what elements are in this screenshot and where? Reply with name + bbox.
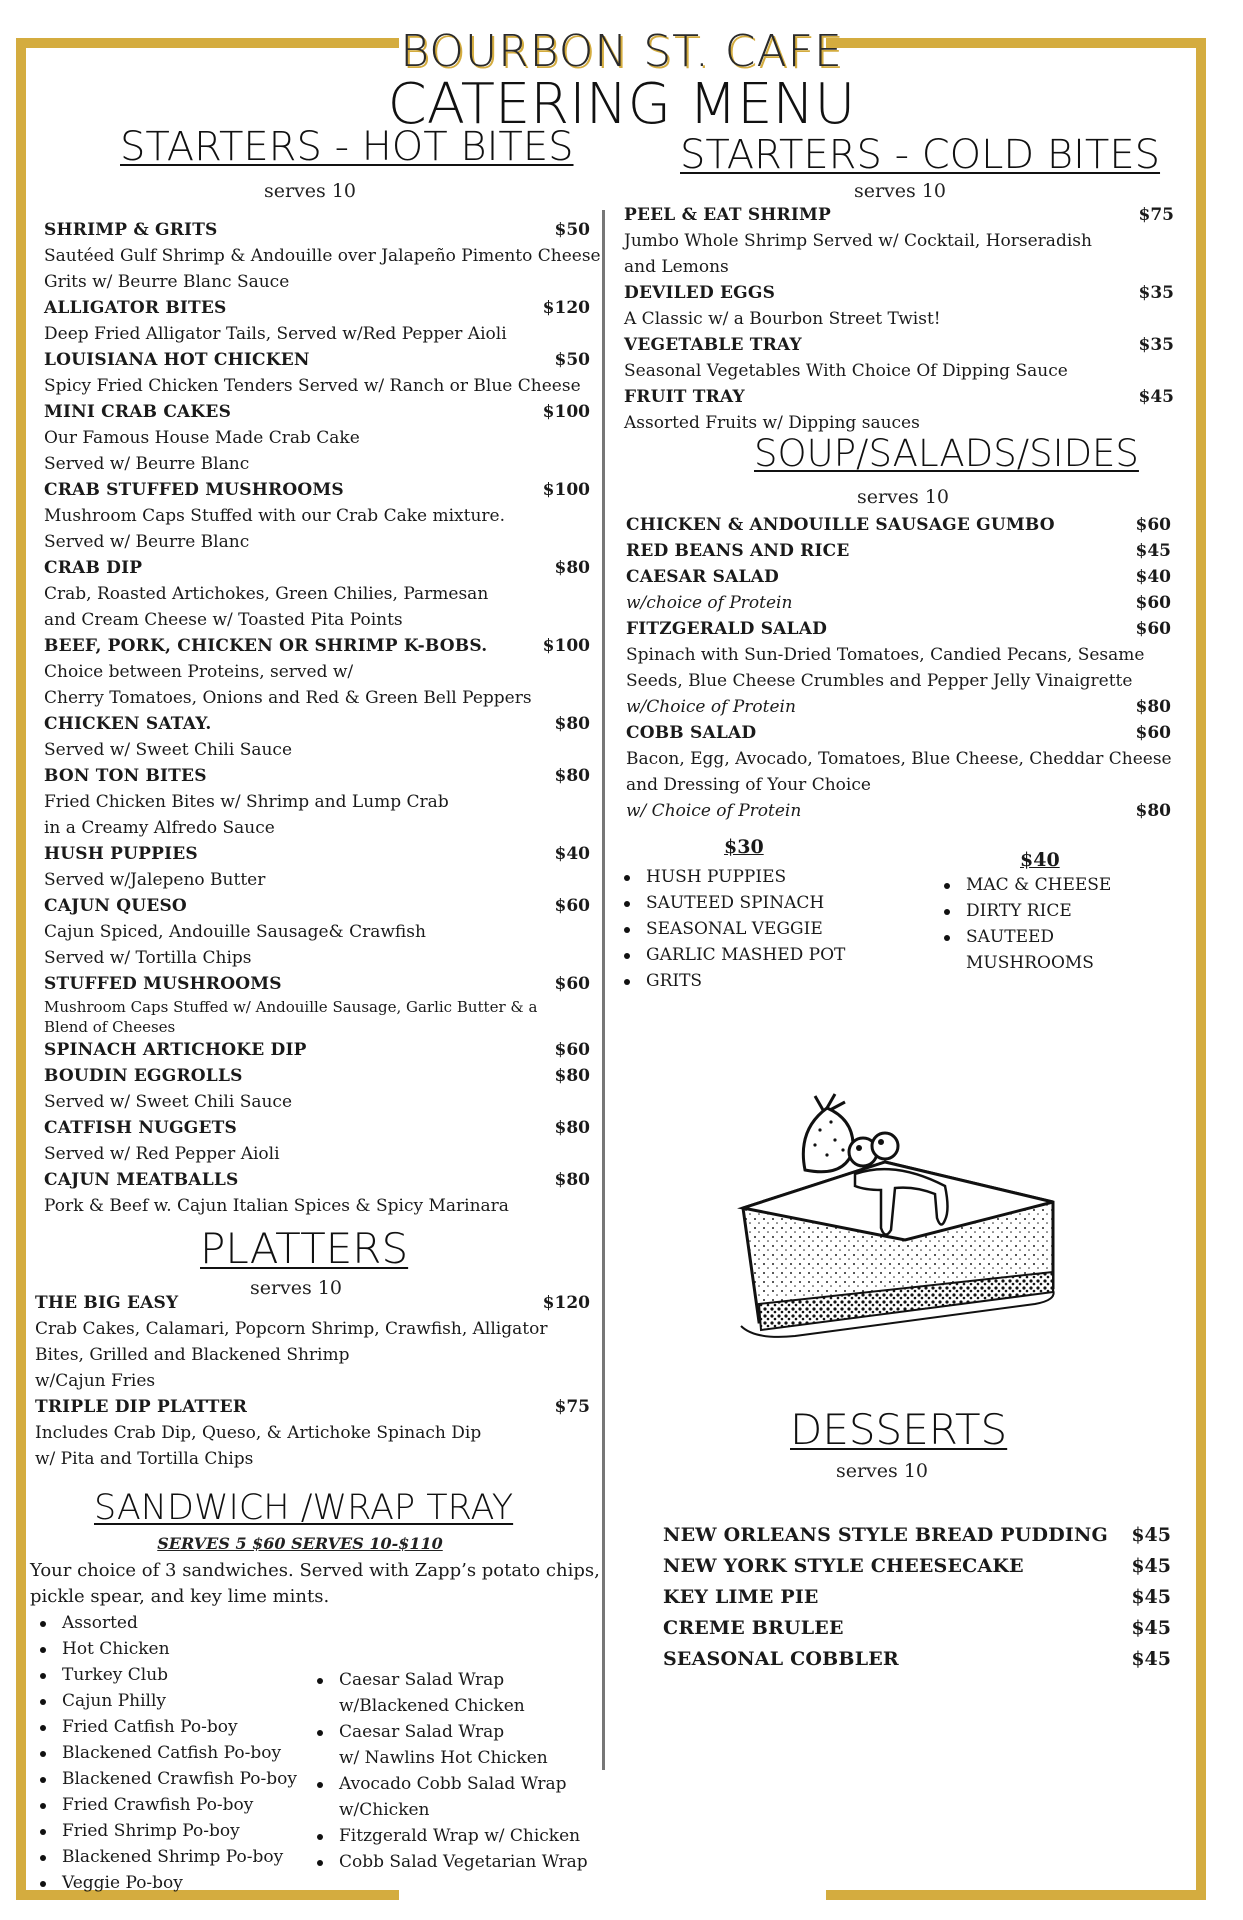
wrap-item: Avocado Cobb Salad Wrap <box>309 1771 588 1797</box>
sandwich-item: Blackened Catfish Po-boy <box>32 1740 297 1766</box>
soups-list <box>626 512 1171 824</box>
soups-row-price: $80 <box>1135 697 1171 717</box>
cold-bites-item-row <box>624 384 1174 410</box>
soups-row-price: $60 <box>1135 619 1171 639</box>
sandwich-item: Hot Chicken <box>32 1636 297 1662</box>
hot-bites-item-price: $50 <box>554 350 590 370</box>
hot-bites-item-desc: Served w/ Sweet Chili Sauce <box>44 740 293 760</box>
soups-row-text: w/ Choice of Protein <box>626 801 802 821</box>
hot-bites-item-price: $120 <box>542 298 590 318</box>
hot-bites-item-price: $80 <box>554 1066 590 1086</box>
cold-bites-list <box>624 202 1174 436</box>
column-divider <box>602 210 605 1770</box>
sandwich-item: Fried Shrimp Po-boy <box>32 1818 297 1844</box>
cold-bites-item-desc: Seasonal Vegetables With Choice Of Dipping Sauce <box>624 361 1068 381</box>
cold-bites-item-price: $45 <box>1138 387 1174 407</box>
wrap-list <box>309 1667 588 1875</box>
platters-item-row <box>35 1290 590 1316</box>
hot-bites-item-price: $60 <box>554 1040 590 1060</box>
hot-bites-item-row <box>44 841 590 867</box>
hot-bites-item-row <box>44 763 590 789</box>
hot-bites-item-desc: Served w/ Sweet Chili Sauce <box>44 1092 293 1112</box>
dessert-item-name: NEW YORK STYLE CHEESECAKE <box>663 1555 1024 1577</box>
soups-row <box>626 746 1171 772</box>
hot-bites-item-price: $50 <box>554 220 590 240</box>
hot-bites-item-row <box>44 295 590 321</box>
hot-bites-item-row <box>44 1037 590 1063</box>
soups-row <box>626 590 1171 616</box>
hot-bites-item-price: $80 <box>554 558 590 578</box>
sandwich-item: Turkey Club <box>32 1662 297 1688</box>
hot-bites-item-name: BEEF, PORK, CHICKEN OR SHRIMP K-BOBS. <box>44 636 488 656</box>
hot-bites-item-desc: Served w/ Beurre Blanc <box>44 532 250 552</box>
cold-bites-item-desc: Assorted Fruits w/ Dipping sauces <box>624 413 920 433</box>
hot-bites-item-row <box>44 347 590 373</box>
soups-row-text: w/Choice of Protein <box>626 697 796 717</box>
hot-bites-item-price: $40 <box>554 844 590 864</box>
dessert-item-name: SEASONAL COBBLER <box>663 1648 899 1670</box>
dessert-item-price: $45 <box>1131 1586 1171 1608</box>
hot-bites-item-price: $60 <box>554 974 590 994</box>
soups-row <box>626 538 1171 564</box>
desserts-serves: serves 10 <box>835 1460 929 1482</box>
sandwich-item: Blackened Shrimp Po-boy <box>32 1844 297 1870</box>
soups-row <box>626 642 1171 668</box>
hot-bites-item-desc: Served w/ Red Pepper Aioli <box>44 1144 280 1164</box>
soups-row <box>626 564 1171 590</box>
soups-row-text: Bacon, Egg, Avocado, Tomatoes, Blue Cheese, Cheddar Cheese <box>626 749 1172 769</box>
platters-item-desc: Includes Crab Dip, Queso, & Artichoke Spinach Dip <box>35 1423 482 1443</box>
platters-item-desc: w/Cajun Fries <box>35 1371 156 1391</box>
soups-row <box>626 772 1171 798</box>
hot-bites-list <box>44 217 601 1219</box>
hot-bites-item-desc: Cajun Spiced, Andouille Sausage& Crawfish <box>44 922 426 942</box>
sandwich-item: Blackened Crawfish Po-boy <box>32 1766 297 1792</box>
soups-row <box>626 694 1171 720</box>
wrap-item: Cobb Salad Vegetarian Wrap <box>309 1849 588 1875</box>
hot-bites-item-row <box>44 711 590 737</box>
cold-bites-item-name: DEVILED EGGS <box>624 283 776 303</box>
soups-row <box>626 512 1171 538</box>
hot-bites-item-desc: Sautéed Gulf Shrimp & Andouille over Jalapeño Pimento Cheese <box>44 246 601 266</box>
hot-bites-item-price: $100 <box>542 480 590 500</box>
side-item: MUSHROOMS <box>966 953 1094 973</box>
platters-item-desc: Bites, Grilled and Blackened Shrimp <box>35 1345 350 1365</box>
wrap-item: Fitzgerald Wrap w/ Chicken <box>309 1823 588 1849</box>
platters-item-price: $120 <box>542 1293 590 1313</box>
cold-bites-item-price: $75 <box>1138 205 1174 225</box>
platters-item-row <box>35 1394 590 1420</box>
soups-row-price: $45 <box>1135 541 1171 561</box>
brand-name: BOURBON ST. CAFE <box>400 26 843 77</box>
section-title-hot-bites: STARTERS - HOT BITES <box>120 124 574 170</box>
hot-bites-item-desc: Served w/Jalepeno Butter <box>44 870 266 890</box>
side-item: SEASONAL VEGGIE <box>616 916 845 942</box>
sides-price-40: $40 <box>1020 849 1060 871</box>
hot-bites-item-name: SHRIMP & GRITS <box>44 220 218 240</box>
soups-row-text: and Dressing of Your Choice <box>626 775 871 795</box>
hot-bites-serves: serves 10 <box>263 180 357 202</box>
cold-bites-serves: serves 10 <box>853 180 947 202</box>
hot-bites-item-desc: Crab, Roasted Artichokes, Green Chilies, Parmesan <box>44 584 489 604</box>
cold-bites-item-name: VEGETABLE TRAY <box>624 335 802 355</box>
cold-bites-item-name: FRUIT TRAY <box>624 387 745 407</box>
cold-bites-item-price: $35 <box>1138 335 1174 355</box>
dessert-item-name: KEY LIME PIE <box>663 1586 819 1608</box>
soups-row <box>626 616 1171 642</box>
dessert-item-row <box>663 1551 1171 1582</box>
hot-bites-item-desc: Pork & Beef w. Cajun Italian Spices & Spicy Marinara <box>44 1196 509 1216</box>
hot-bites-item-desc: Blend of Cheeses <box>44 1018 176 1036</box>
hot-bites-item-name: STUFFED MUSHROOMS <box>44 974 282 994</box>
sides-price-30: $30 <box>724 836 764 858</box>
side-item: SAUTEED SPINACH <box>616 890 845 916</box>
menu-title: CATERING MENU <box>387 72 856 137</box>
cold-bites-item-desc: A Classic w/ a Bourbon Street Twist! <box>624 309 941 329</box>
section-title-cold-bites: STARTERS - COLD BITES <box>680 132 1161 178</box>
hot-bites-item-name: CRAB DIP <box>44 558 143 578</box>
soups-row <box>626 720 1171 746</box>
hot-bites-item-name: CATFISH NUGGETS <box>44 1118 238 1138</box>
hot-bites-item-price: $80 <box>554 1170 590 1190</box>
hot-bites-item-desc: in a Creamy Alfredo Sauce <box>44 818 275 838</box>
soups-serves: serves 10 <box>856 486 950 508</box>
hot-bites-item-price: $100 <box>542 402 590 422</box>
soups-row-text: CHICKEN & ANDOUILLE SAUSAGE GUMBO <box>626 515 1055 535</box>
section-title-platters: PLATTERS <box>200 1224 409 1273</box>
hot-bites-item-desc: Mushroom Caps Stuffed w/ Andouille Sausage, Garlic Butter & a <box>44 998 538 1016</box>
side-item: SAUTEED <box>936 924 1111 950</box>
soups-row-text: RED BEANS AND RICE <box>626 541 850 561</box>
hot-bites-item-desc: Served w/ Tortilla Chips <box>44 948 252 968</box>
soups-row-price: $80 <box>1135 801 1171 821</box>
frame-bottom-right <box>826 1890 1206 1900</box>
hot-bites-item-price: $80 <box>554 1118 590 1138</box>
soups-row-text: Seeds, Blue Cheese Crumbles and Pepper Jelly Vinaigrette <box>626 671 1133 691</box>
hot-bites-item-desc: Fried Chicken Bites w/ Shrimp and Lump Crab <box>44 792 449 812</box>
cold-bites-item-row <box>624 280 1174 306</box>
hot-bites-item-name: HUSH PUPPIES <box>44 844 198 864</box>
platters-item-desc: Crab Cakes, Calamari, Popcorn Shrimp, Crawfish, Alligator <box>35 1319 548 1339</box>
hot-bites-item-price: $80 <box>554 714 590 734</box>
hot-bites-item-name: CRAB STUFFED MUSHROOMS <box>44 480 344 500</box>
dessert-item-row <box>663 1613 1171 1644</box>
hot-bites-item-desc: Deep Fried Alligator Tails, Served w/Red Pepper Aioli <box>44 324 507 344</box>
cold-bites-item-price: $35 <box>1138 283 1174 303</box>
section-title-soups: SOUP/SALADS/SIDES <box>754 432 1139 475</box>
hot-bites-item-name: MINI CRAB CAKES <box>44 402 232 422</box>
platters-item-desc: w/ Pita and Tortilla Chips <box>35 1449 254 1469</box>
hot-bites-item-name: SPINACH ARTICHOKE DIP <box>44 1040 307 1060</box>
dessert-item-price: $45 <box>1131 1648 1171 1670</box>
frame-right <box>1196 38 1206 1900</box>
dessert-item-price: $45 <box>1131 1524 1171 1546</box>
hot-bites-item-name: CHICKEN SATAY. <box>44 714 212 734</box>
dessert-item-price: $45 <box>1131 1617 1171 1639</box>
side-item: MAC & CHEESE <box>936 872 1111 898</box>
side-item: GARLIC MASHED POT <box>616 942 845 968</box>
platters-serves: serves 10 <box>249 1277 343 1299</box>
wrap-item: w/ Nawlins Hot Chicken <box>339 1748 548 1768</box>
hot-bites-item-row <box>44 1167 590 1193</box>
section-title-sandwich: SANDWICH /WRAP TRAY <box>94 1488 514 1528</box>
sandwich-serves: SERVES 5 $60 SERVES 10-$110 <box>157 1534 443 1553</box>
sandwich-item: Veggie Po-boy <box>32 1870 297 1896</box>
soups-row-price: $60 <box>1135 723 1171 743</box>
hot-bites-item-name: ALLIGATOR BITES <box>44 298 227 318</box>
hot-bites-item-price: $80 <box>554 766 590 786</box>
platters-item-name: TRIPLE DIP PLATTER <box>35 1397 248 1417</box>
soups-row-text: FITZGERALD SALAD <box>626 619 828 639</box>
dessert-item-price: $45 <box>1131 1555 1171 1577</box>
hot-bites-item-row <box>44 633 590 659</box>
cold-bites-item-row <box>624 332 1174 358</box>
cold-bites-item-row <box>624 202 1174 228</box>
soups-row-price: $60 <box>1135 593 1171 613</box>
desserts-list <box>663 1520 1171 1675</box>
dessert-item-row <box>663 1644 1171 1675</box>
soups-row-text: w/choice of Protein <box>626 593 793 613</box>
cheesecake-illustration <box>735 1090 1065 1350</box>
cold-bites-item-desc: and Lemons <box>624 257 729 277</box>
soups-row-text: Spinach with Sun-Dried Tomatoes, Candied Pecans, Sesame <box>626 645 1145 665</box>
wrap-item: Caesar Salad Wrap <box>309 1719 588 1745</box>
hot-bites-item-desc: Cherry Tomatoes, Onions and Red & Green Bell Peppers <box>44 688 532 708</box>
dessert-item-name: CREME BRULEE <box>663 1617 844 1639</box>
hot-bites-item-row <box>44 217 590 243</box>
sandwich-intro-2: pickle spear, and key lime mints. <box>30 1586 330 1607</box>
side-item: HUSH PUPPIES <box>616 864 845 890</box>
hot-bites-item-row <box>44 1063 590 1089</box>
hot-bites-item-desc: Grits w/ Beurre Blanc Sauce <box>44 272 290 292</box>
hot-bites-item-name: BOUDIN EGGROLLS <box>44 1066 243 1086</box>
hot-bites-item-desc: Served w/ Beurre Blanc <box>44 454 250 474</box>
dessert-item-name: NEW ORLEANS STYLE BREAD PUDDING <box>663 1524 1108 1546</box>
sandwich-list <box>32 1610 297 1896</box>
hot-bites-item-price: $100 <box>542 636 590 656</box>
hot-bites-item-desc: Spicy Fried Chicken Tenders Served w/ Ranch or Blue Cheese <box>44 376 581 396</box>
hot-bites-item-desc: Mushroom Caps Stuffed with our Crab Cake mixture. <box>44 506 506 526</box>
side-item: DIRTY RICE <box>936 898 1111 924</box>
sandwich-item: Cajun Philly <box>32 1688 297 1714</box>
soups-row <box>626 668 1171 694</box>
hot-bites-item-row <box>44 477 590 503</box>
dessert-item-row <box>663 1520 1171 1551</box>
hot-bites-item-name: CAJUN MEATBALLS <box>44 1170 239 1190</box>
side-item: GRITS <box>616 968 845 994</box>
sides-list-40 <box>936 872 1111 976</box>
sandwich-intro-1: Your choice of 3 sandwiches. Served with Zapp’s potato chips, <box>30 1560 600 1581</box>
hot-bites-item-row <box>44 399 590 425</box>
hot-bites-item-name: CAJUN QUESO <box>44 896 187 916</box>
wrap-item: Caesar Salad Wrap <box>309 1667 588 1693</box>
sandwich-item: Fried Crawfish Po-boy <box>32 1792 297 1818</box>
hot-bites-item-row <box>44 893 590 919</box>
dessert-item-row <box>663 1582 1171 1613</box>
section-title-desserts: DESSERTS <box>790 1405 1008 1454</box>
hot-bites-item-row <box>44 1115 590 1141</box>
hot-bites-item-name: BON TON BITES <box>44 766 207 786</box>
hot-bites-item-row <box>44 971 590 997</box>
soups-row-price: $40 <box>1135 567 1171 587</box>
sandwich-item: Assorted <box>32 1610 297 1636</box>
hot-bites-item-price: $60 <box>554 896 590 916</box>
platters-item-price: $75 <box>554 1397 590 1417</box>
hot-bites-item-desc: Choice between Proteins, served w/ <box>44 662 354 682</box>
wrap-item: w/Blackened Chicken <box>339 1696 525 1716</box>
sandwich-item: Fried Catfish Po-boy <box>32 1714 297 1740</box>
sides-list-30 <box>616 864 845 994</box>
soups-row-text: COBB SALAD <box>626 723 757 743</box>
cold-bites-item-desc: Jumbo Whole Shrimp Served w/ Cocktail, Horseradish <box>624 231 1092 251</box>
soups-row-text: CAESAR SALAD <box>626 567 779 587</box>
cold-bites-item-name: PEEL & EAT SHRIMP <box>624 205 832 225</box>
platters-list <box>35 1290 590 1472</box>
hot-bites-item-row <box>44 555 590 581</box>
platters-item-name: THE BIG EASY <box>35 1293 179 1313</box>
hot-bites-item-name: LOUISIANA HOT CHICKEN <box>44 350 310 370</box>
frame-left <box>16 38 26 1900</box>
soups-row <box>626 798 1171 824</box>
hot-bites-item-desc: Our Famous House Made Crab Cake <box>44 428 360 448</box>
soups-row-price: $60 <box>1135 515 1171 535</box>
hot-bites-item-desc: and Cream Cheese w/ Toasted Pita Points <box>44 610 403 630</box>
wrap-item: w/Chicken <box>339 1800 430 1820</box>
